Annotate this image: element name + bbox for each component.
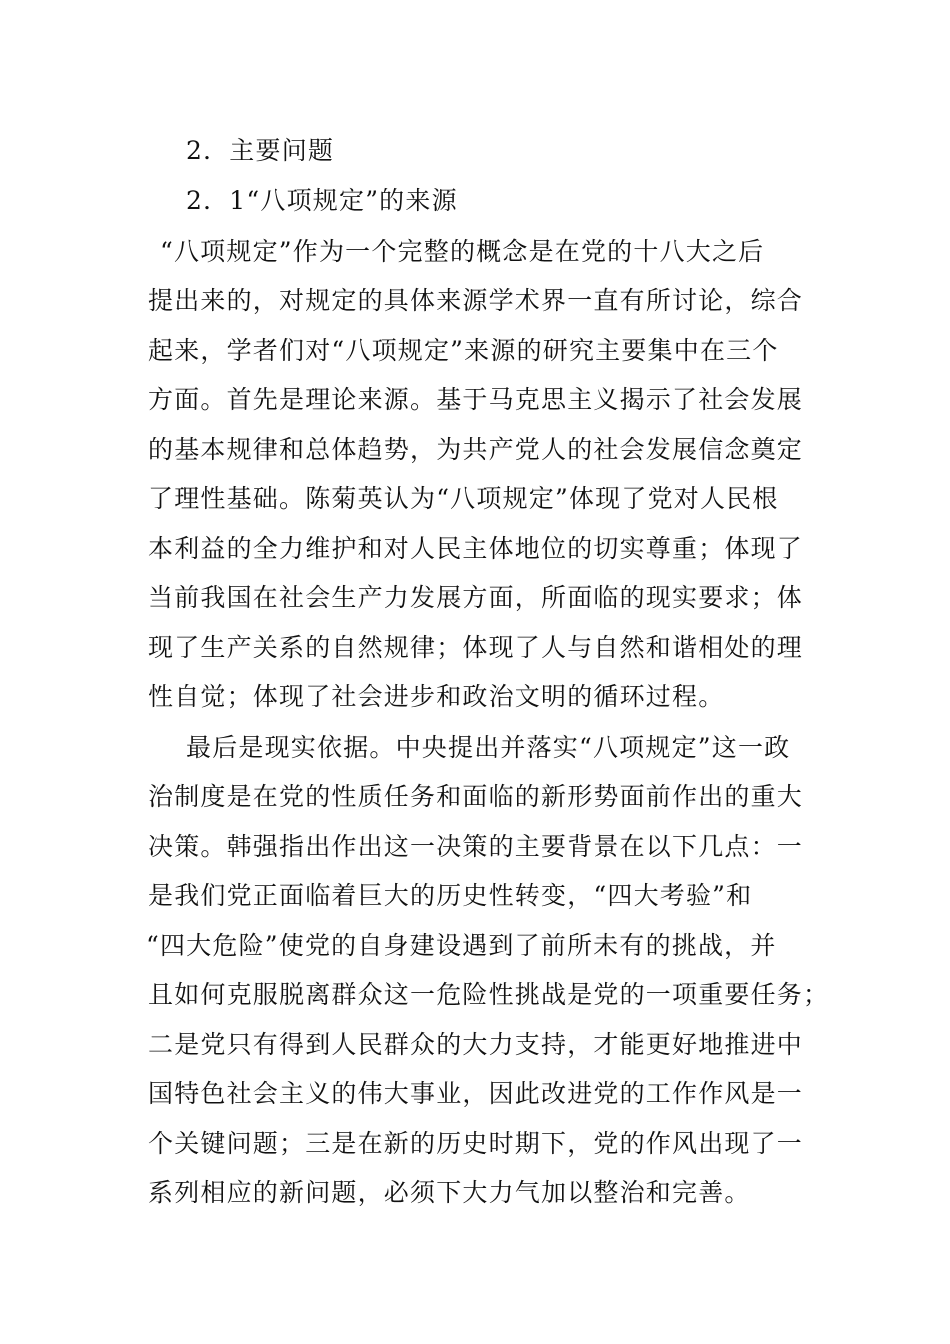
paragraph-line: “八项规定”作为一个完整的概念是在党的十八大之后 [160,237,765,266]
paragraph-line: 二是党只有得到人民群众的大力支持，才能更好地推进中 [148,1030,804,1059]
section-heading: 2．主要问题 [186,136,335,165]
paragraph-line: 系列相应的新问题，必须下大力气加以整治和完善。 [148,1178,751,1207]
paragraph-line: 提出来的，对规定的具体来源学术界一直有所讨论，综合 [148,286,804,315]
paragraph-line: 国特色社会主义的伟大事业，因此改进党的工作作风是一 [148,1079,804,1108]
paragraph-line: 起来，学者们对“八项规定”来源的研究主要集中在三个 [148,336,779,365]
paragraph-line: 个关键问题；三是在新的历史时期下，党的作风出现了一 [148,1129,804,1158]
paragraph-line: 且如何克服脱离群众这一危险性挑战是党的一项重要任务； [148,980,830,1009]
paragraph-line: 治制度是在党的性质任务和面临的新形势面前作出的重大 [148,782,804,811]
paragraph-line: 当前我国在社会生产力发展方面，所面临的现实要求；体 [148,583,804,612]
paragraph-line: 是我们党正面临着巨大的历史性转变，“四大考验”和 [148,881,753,910]
paragraph-line: 方面。首先是理论来源。基于马克思主义揭示了社会发展 [148,385,804,414]
paragraph-line: 本利益的全力维护和对人民主体地位的切实尊重；体现了 [148,534,804,563]
paragraph-line: “四大危险”使党的自身建设遇到了前所未有的挑战，并 [146,931,777,960]
paragraph-line: 的基本规律和总体趋势，为共产党人的社会发展信念奠定 [148,435,804,464]
paragraph-line: 了理性基础。陈菊英认为“八项规定”体现了党对人民根 [148,484,779,513]
paragraph-line: 性自觉；体现了社会进步和政治文明的循环过程。 [148,682,725,711]
subsection-heading: 2．1“八项规定”的来源 [186,186,458,215]
paragraph-line: 最后是现实依据。中央提出并落实“八项规定”这一政 [186,733,791,762]
paragraph-line: 现了生产关系的自然规律；体现了人与自然和谐相处的理 [148,633,804,662]
paragraph-line: 决策。韩强指出作出这一决策的主要背景在以下几点：一 [148,832,804,861]
